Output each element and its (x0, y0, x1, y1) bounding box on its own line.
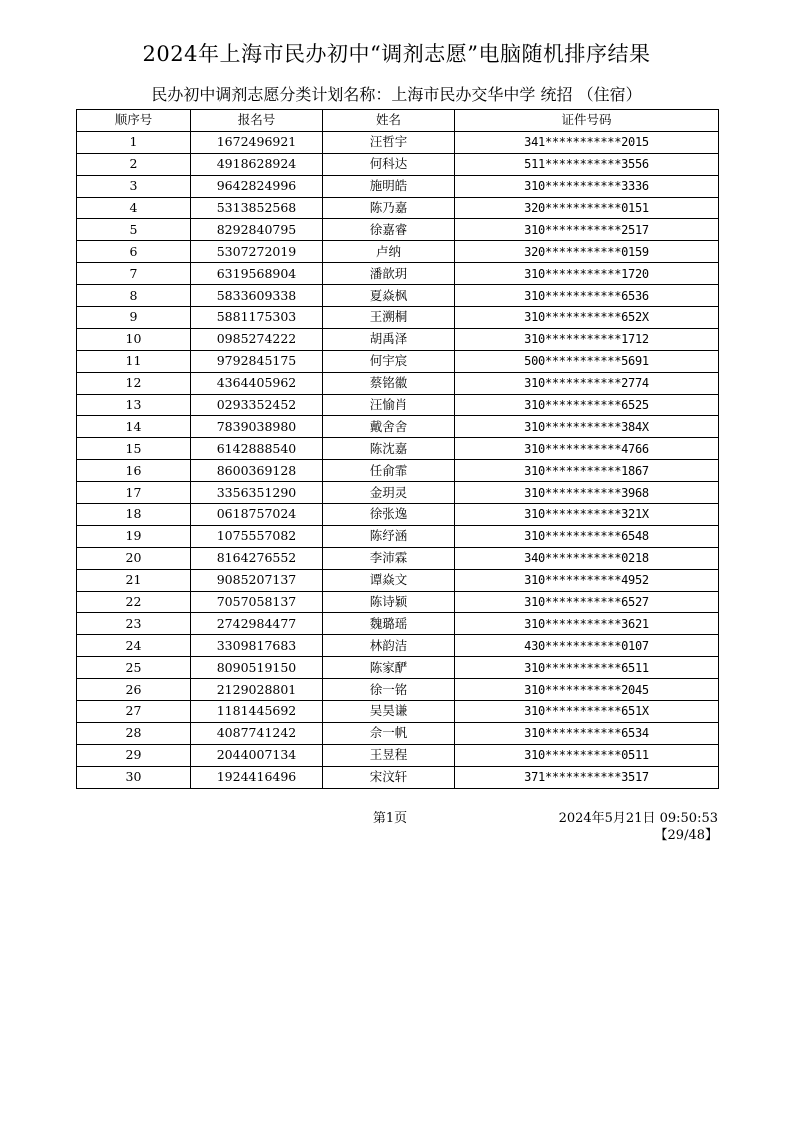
table-row (77, 153, 719, 175)
cell-id-number: 310***********6536 (455, 285, 719, 307)
cell-registration-number: 8292840795 (191, 219, 323, 241)
cell-name: 魏璐瑶 (323, 613, 455, 635)
cell-id-number: 320***********0151 (455, 197, 719, 219)
table-row (77, 766, 719, 788)
cell-registration-number: 2129028801 (191, 679, 323, 701)
cell-registration-number: 5881175303 (191, 307, 323, 329)
cell-registration-number: 9642824996 (191, 175, 323, 197)
table-row (77, 482, 719, 504)
cell-registration-number: 7839038980 (191, 416, 323, 438)
cell-order: 23 (77, 613, 191, 635)
document-title: 2024年上海市民办初中“调剂志愿”电脑随机排序结果 (142, 42, 651, 66)
cell-name: 谭焱文 (323, 569, 455, 591)
cell-id-number: 310***********6527 (455, 591, 719, 613)
table-body (77, 131, 719, 788)
cell-name: 潘歆玥 (323, 263, 455, 285)
cell-id-number: 310***********4766 (455, 438, 719, 460)
table-row (77, 635, 719, 657)
cell-name: 戴舍舍 (323, 416, 455, 438)
cell-name: 施明皓 (323, 175, 455, 197)
cell-order: 22 (77, 591, 191, 613)
table-row (77, 263, 719, 285)
table-row (77, 438, 719, 460)
cell-name: 蔡铭徽 (323, 372, 455, 394)
cell-id-number: 511***********3556 (455, 153, 719, 175)
cell-name: 夏焱枫 (323, 285, 455, 307)
cell-registration-number: 0293352452 (191, 394, 323, 416)
cell-order: 4 (77, 197, 191, 219)
cell-order: 2 (77, 153, 191, 175)
cell-name: 陈沈嘉 (323, 438, 455, 460)
cell-name: 吴昊谦 (323, 701, 455, 723)
cell-registration-number: 6142888540 (191, 438, 323, 460)
cell-order: 26 (77, 679, 191, 701)
cell-name: 徐嘉睿 (323, 219, 455, 241)
cell-registration-number: 0618757024 (191, 504, 323, 526)
cell-registration-number: 1672496921 (191, 131, 323, 153)
cell-order: 24 (77, 635, 191, 657)
cell-registration-number: 0985274222 (191, 328, 323, 350)
table-row (77, 679, 719, 701)
cell-registration-number: 1924416496 (191, 766, 323, 788)
cell-order: 15 (77, 438, 191, 460)
cell-registration-number: 3356351290 (191, 482, 323, 504)
header-registration-number: 报名号 (191, 110, 323, 132)
cell-registration-number: 5307272019 (191, 241, 323, 263)
timestamp: 2024年5月21日 09:50:53 (558, 811, 718, 826)
cell-id-number: 310***********4952 (455, 569, 719, 591)
cell-order: 19 (77, 525, 191, 547)
cell-id-number: 310***********1712 (455, 328, 719, 350)
table-row (77, 394, 719, 416)
cell-id-number: 310***********2517 (455, 219, 719, 241)
table-row (77, 350, 719, 372)
table-row (77, 547, 719, 569)
cell-id-number: 340***********0218 (455, 547, 719, 569)
cell-id-number: 310***********3336 (455, 175, 719, 197)
cell-name: 汪哲宇 (323, 131, 455, 153)
cell-order: 30 (77, 766, 191, 788)
ranking-table (76, 109, 719, 789)
table-row (77, 722, 719, 744)
cell-id-number: 320***********0159 (455, 241, 719, 263)
cell-id-number: 310***********652X (455, 307, 719, 329)
cell-name: 何宇宸 (323, 350, 455, 372)
table-row (77, 701, 719, 723)
cell-order: 25 (77, 657, 191, 679)
table-row (77, 372, 719, 394)
cell-registration-number: 8164276552 (191, 547, 323, 569)
table-row (77, 525, 719, 547)
cell-name: 陈乃嘉 (323, 197, 455, 219)
table-row (77, 175, 719, 197)
table-row (77, 219, 719, 241)
cell-registration-number: 2044007134 (191, 744, 323, 766)
table-header-row (77, 110, 719, 132)
cell-id-number: 310***********1720 (455, 263, 719, 285)
header-id-number: 证件号码 (455, 110, 719, 132)
table-row (77, 197, 719, 219)
cell-registration-number: 5833609338 (191, 285, 323, 307)
cell-registration-number: 8090519150 (191, 657, 323, 679)
cell-id-number: 310***********321X (455, 504, 719, 526)
table-row (77, 307, 719, 329)
cell-order: 20 (77, 547, 191, 569)
cell-name: 陈诗颖 (323, 591, 455, 613)
cell-registration-number: 3309817683 (191, 635, 323, 657)
table-row (77, 591, 719, 613)
cell-registration-number: 4918628924 (191, 153, 323, 175)
cell-registration-number: 8600369128 (191, 460, 323, 482)
cell-name: 何科达 (323, 153, 455, 175)
cell-order: 8 (77, 285, 191, 307)
cell-registration-number: 5313852568 (191, 197, 323, 219)
cell-name: 王昱程 (323, 744, 455, 766)
cell-order: 7 (77, 263, 191, 285)
cell-id-number: 310***********651X (455, 701, 719, 723)
cell-order: 17 (77, 482, 191, 504)
cell-id-number: 341***********2015 (455, 131, 719, 153)
cell-registration-number: 9085207137 (191, 569, 323, 591)
cell-registration-number: 2742984477 (191, 613, 323, 635)
cell-id-number: 310***********3621 (455, 613, 719, 635)
cell-name: 林韵洁 (323, 635, 455, 657)
cell-name: 胡禹泽 (323, 328, 455, 350)
cell-name: 徐张逸 (323, 504, 455, 526)
cell-registration-number: 4364405962 (191, 372, 323, 394)
cell-registration-number: 6319568904 (191, 263, 323, 285)
table-row (77, 744, 719, 766)
cell-order: 9 (77, 307, 191, 329)
cell-name: 宋汶轩 (323, 766, 455, 788)
cell-order: 11 (77, 350, 191, 372)
cell-order: 1 (77, 131, 191, 153)
table-row (77, 657, 719, 679)
cell-order: 3 (77, 175, 191, 197)
cell-name: 陈家酽 (323, 657, 455, 679)
table-row (77, 416, 719, 438)
cell-order: 6 (77, 241, 191, 263)
cell-registration-number: 1181445692 (191, 701, 323, 723)
cell-name: 徐一铭 (323, 679, 455, 701)
cell-name: 金玥灵 (323, 482, 455, 504)
cell-order: 10 (77, 328, 191, 350)
cell-id-number: 310***********2045 (455, 679, 719, 701)
cell-id-number: 310***********3968 (455, 482, 719, 504)
page-number: 第1页 (372, 811, 408, 826)
table-row (77, 285, 719, 307)
cell-name: 王溯桐 (323, 307, 455, 329)
cell-id-number: 310***********6534 (455, 722, 719, 744)
cell-id-number: 371***********3517 (455, 766, 719, 788)
cell-name: 陈纾涵 (323, 525, 455, 547)
cell-order: 14 (77, 416, 191, 438)
table-row (77, 460, 719, 482)
cell-order: 18 (77, 504, 191, 526)
cell-id-number: 310***********0511 (455, 744, 719, 766)
cell-order: 27 (77, 701, 191, 723)
cell-id-number: 310***********2774 (455, 372, 719, 394)
cell-order: 21 (77, 569, 191, 591)
cell-name: 汪愉肖 (323, 394, 455, 416)
table-row (77, 328, 719, 350)
table-row (77, 241, 719, 263)
header-order: 顺序号 (77, 110, 191, 132)
cell-id-number: 310***********384X (455, 416, 719, 438)
cell-id-number: 310***********1867 (455, 460, 719, 482)
page-count: 【29/48】 (654, 828, 718, 843)
cell-order: 12 (77, 372, 191, 394)
cell-name: 任俞霏 (323, 460, 455, 482)
header-name: 姓名 (323, 110, 455, 132)
cell-name: 卢纳 (323, 241, 455, 263)
cell-id-number: 500***********5691 (455, 350, 719, 372)
cell-id-number: 310***********6525 (455, 394, 719, 416)
plan-name: 民办初中调剂志愿分类计划名称：上海市民办交华中学 统招 （住宿） (151, 85, 642, 104)
table-row (77, 504, 719, 526)
table-row (77, 131, 719, 153)
cell-registration-number: 9792845175 (191, 350, 323, 372)
table-row (77, 569, 719, 591)
cell-order: 28 (77, 722, 191, 744)
cell-registration-number: 1075557082 (191, 525, 323, 547)
cell-id-number: 310***********6548 (455, 525, 719, 547)
cell-id-number: 430***********0107 (455, 635, 719, 657)
cell-registration-number: 7057058137 (191, 591, 323, 613)
cell-name: 李沛霖 (323, 547, 455, 569)
cell-order: 29 (77, 744, 191, 766)
cell-id-number: 310***********6511 (455, 657, 719, 679)
cell-registration-number: 4087741242 (191, 722, 323, 744)
cell-order: 5 (77, 219, 191, 241)
cell-order: 13 (77, 394, 191, 416)
cell-name: 佘一帆 (323, 722, 455, 744)
table-row (77, 613, 719, 635)
cell-order: 16 (77, 460, 191, 482)
